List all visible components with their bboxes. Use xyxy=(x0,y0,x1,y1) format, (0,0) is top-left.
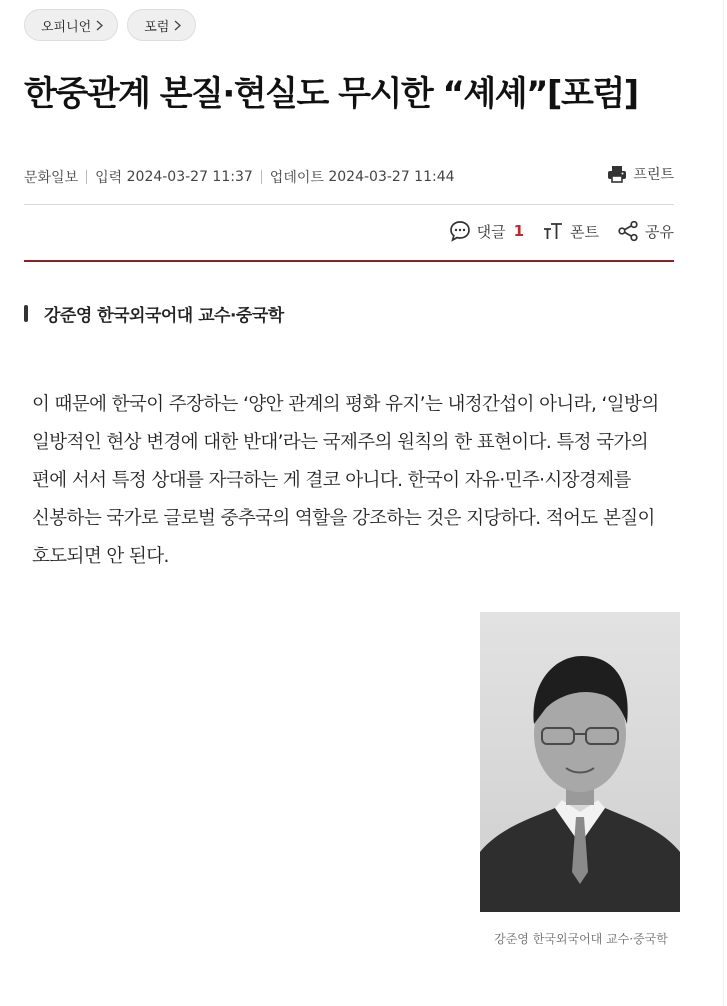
meta-divider xyxy=(261,170,262,184)
share-label: 공유 xyxy=(645,222,674,241)
chevron-right-icon xyxy=(96,20,103,31)
share-icon xyxy=(617,220,639,242)
input-time: 2024-03-27 11:37 xyxy=(126,169,253,185)
author-byline xyxy=(24,301,284,326)
chevron-right-icon xyxy=(174,20,181,31)
comment-label: 댓글 xyxy=(476,222,506,241)
breadcrumb xyxy=(24,9,196,41)
photo-caption: 강준영 한국외국어대 교수·중국학 xyxy=(494,932,668,946)
page-edge xyxy=(723,0,724,1006)
comment-button[interactable] xyxy=(449,220,524,242)
article-toolbar xyxy=(449,220,674,242)
font-size-button[interactable] xyxy=(542,220,599,242)
update-label: 업데이트 xyxy=(269,170,324,186)
article-meta xyxy=(24,167,455,187)
printer-icon xyxy=(607,164,627,184)
divider xyxy=(24,204,674,205)
print-label: 프린트 xyxy=(633,167,674,183)
article-body: 이 때문에 한국이 주장하는 ‘양안 관계의 평화 유지’는 내정간섭이 아니라, ‘일방의 일방적인 현상 변경에 대한 반대’라는 국제주의 원칙의 한 표현이다. 특정 국가의 편에 서서 특정 상대를 자극하는 게 결코 아니다. 한국이 자유·민주·시장경제를 신봉하는 국가로 글로벌 중추국의 역할을 강조하는 것은 지당하다. 적어도 본질이 호도되면 안 된다. xyxy=(32,394,659,567)
share-button[interactable] xyxy=(617,220,674,242)
comment-count: 1 xyxy=(513,222,525,240)
breadcrumb-label: 포럼 xyxy=(144,19,170,35)
update-time: 2024-03-27 11:44 xyxy=(328,169,455,185)
meta-divider xyxy=(86,170,87,184)
accent-divider xyxy=(24,260,674,262)
font-size-icon xyxy=(542,220,564,242)
portrait-image xyxy=(480,612,680,912)
print-button[interactable] xyxy=(607,164,674,184)
byline-marker xyxy=(24,305,28,322)
source-name: 문화일보 xyxy=(24,170,79,186)
input-label: 입력 xyxy=(95,170,123,186)
author-name: 강준영 한국외국어대 교수·중국학 xyxy=(44,306,284,326)
font-label: 폰트 xyxy=(570,222,600,241)
breadcrumb-label: 오피니언 xyxy=(41,19,92,35)
breadcrumb-forum[interactable] xyxy=(127,9,196,41)
speech-bubble-icon xyxy=(449,220,471,242)
breadcrumb-opinion[interactable] xyxy=(24,9,118,41)
author-photo xyxy=(480,612,680,912)
article-title: 한중관계 본질·현실도 무시한 “셰셰”[포럼] xyxy=(24,74,638,114)
